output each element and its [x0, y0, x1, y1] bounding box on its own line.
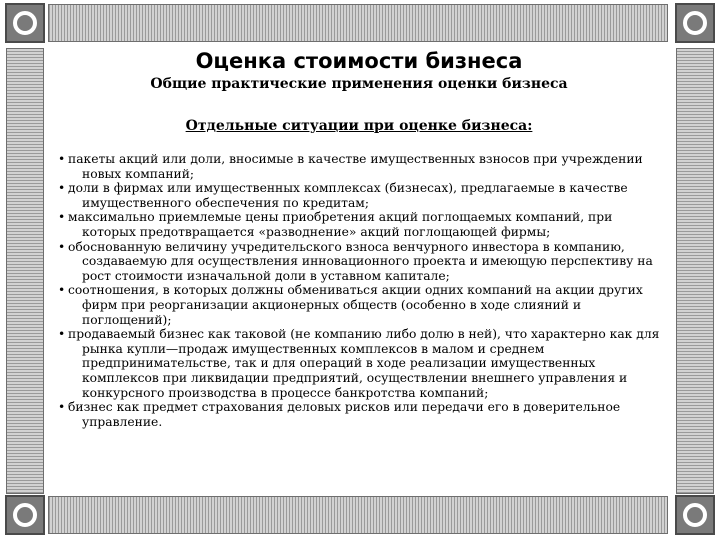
list-item — [58, 327, 660, 400]
frame-top-border — [48, 4, 668, 42]
list-item — [58, 240, 660, 284]
bullet-icon: • — [58, 283, 66, 298]
list-item — [58, 181, 660, 210]
frame-left-border — [6, 48, 44, 494]
section-heading: Отдельные ситуации при оценке бизнеса: — [185, 118, 533, 134]
corner-ring-icon — [675, 3, 715, 43]
list-item — [58, 283, 660, 327]
bullet-list — [58, 152, 660, 429]
list-item-text: продаваемый бизнес как таковой (не компанию либо долю в ней), что характерно как для рынка купли—продаж имущественных комплексов в малом и среднем предпринимательстве, так и для операций в ходе реализации имущественных комплексов при ликвидации предприятий, осуществлении внешнего управления и конкурсного производства в процессе банкротства компаний; — [68, 327, 660, 400]
bullet-icon: • — [58, 239, 66, 254]
page-subtitle: Общие практические применения оценки бизнеса — [150, 76, 568, 92]
corner-ring-icon — [5, 3, 45, 43]
list-item-text: максимально приемлемые цены приобретения акций поглощаемых компаний, при которых предотвращается «разводнение» акций поглощающей фирмы; — [68, 210, 613, 239]
bullet-icon: • — [58, 400, 66, 415]
bullet-icon: • — [58, 210, 66, 225]
slide-content — [48, 46, 672, 492]
list-item-text: пакеты акций или доли, вносимые в качестве имущественных взносов при учреждении новых компаний; — [68, 152, 643, 181]
list-item-text: соотношения, в которых должны обмениваться акции одних компаний на акции других фирм при реорганизации акционерных обществ (особенно в ходе слияний и поглощений); — [68, 283, 643, 327]
list-item — [58, 400, 660, 429]
corner-ring-icon — [675, 495, 715, 535]
list-item — [58, 210, 660, 239]
page-title: Оценка стоимости бизнеса — [195, 49, 523, 73]
list-item-text: обоснованную величину учредительского взноса венчурного инвестора в компанию, создаваемую для осуществления инновационного проекта и имеющую перспективу на рост стоимости изначальной доли в уставном капитале; — [68, 239, 653, 283]
list-item — [58, 152, 660, 181]
bullet-icon: • — [58, 181, 66, 196]
bullet-icon: • — [58, 327, 66, 342]
corner-ring-icon — [5, 495, 45, 535]
list-item-text: доли в фирмах или имущественных комплексах (бизнесах), предлагаемые в качестве имущественного обеспечения по кредитам; — [68, 181, 628, 210]
frame-bottom-border — [48, 496, 668, 534]
frame-right-border — [676, 48, 714, 494]
list-item-text: бизнес как предмет страхования деловых рисков или передачи его в доверительное управление. — [68, 400, 621, 429]
bullet-icon: • — [58, 152, 66, 166]
